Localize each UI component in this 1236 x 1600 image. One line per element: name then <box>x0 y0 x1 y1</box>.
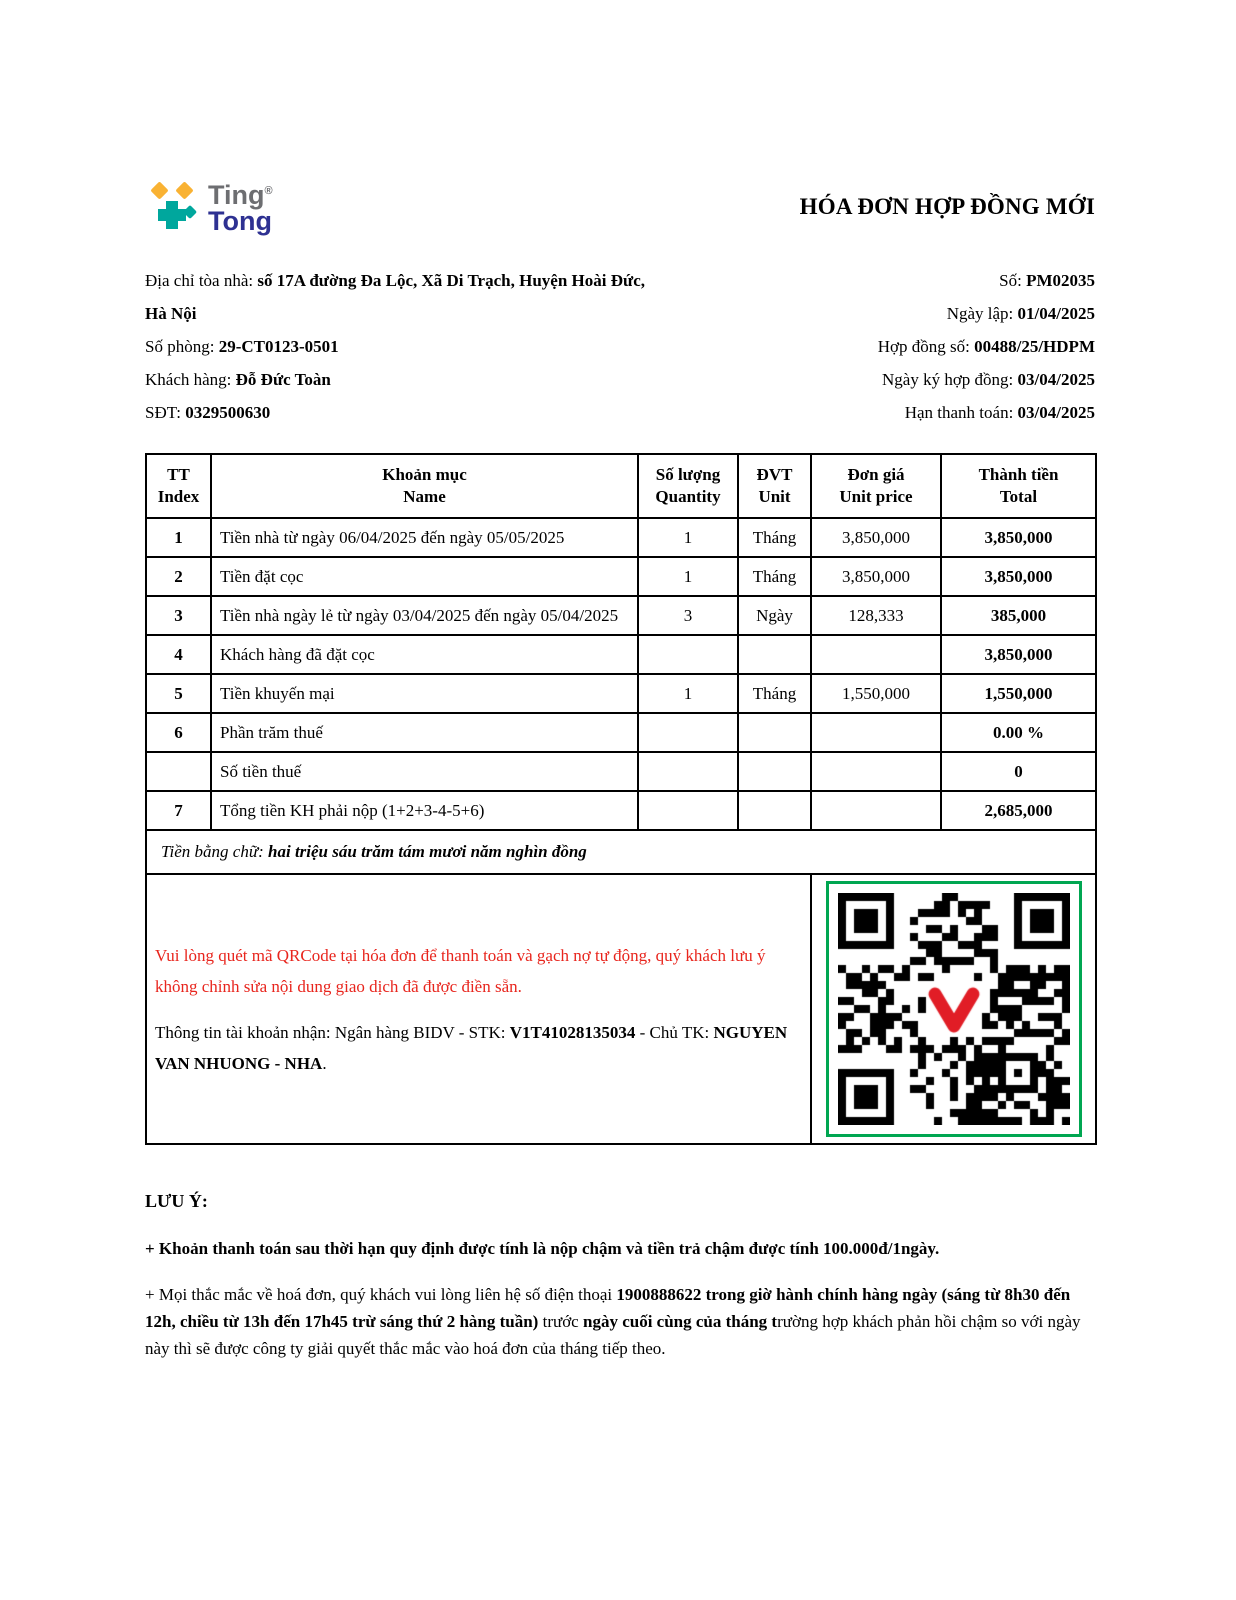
payment-instructions-cell <box>146 874 811 1144</box>
column-header-quantity: Số lượng Quantity <box>638 454 738 518</box>
invoice-number-value: PM02035 <box>1026 271 1095 290</box>
column-header-total: Thành tiền Total <box>941 454 1096 518</box>
room-number-label: Số phòng: <box>145 337 219 356</box>
row-total: 3,850,000 <box>941 557 1096 596</box>
invoice-info <box>145 264 1095 429</box>
contract-sign-date-label: Ngày ký hợp đồng: <box>882 370 1018 389</box>
amount-in-words-cell <box>146 830 1096 874</box>
row-item-name: Tổng tiền KH phải nộp (1+2+3-4-5+6) <box>211 791 638 830</box>
row-unit-price <box>811 635 941 674</box>
customer-name-line <box>145 363 660 396</box>
phone-label: SĐT: <box>145 403 186 422</box>
payment-due-line <box>878 396 1095 429</box>
building-address-value: số 17A đường Đa Lộc, Xã Di Trạch, Huyện Hoài Đức, Hà Nội <box>145 271 645 323</box>
row-index <box>146 752 211 791</box>
row-item-name: Tiền khuyến mại <box>211 674 638 713</box>
amount-in-words-label: Tiền bằng chữ: <box>161 842 269 861</box>
row-unit-price: 3,850,000 <box>811 518 941 557</box>
column-header-index: TT Index <box>146 454 211 518</box>
row-unit: Ngày <box>738 596 811 635</box>
row-unit: Tháng <box>738 557 811 596</box>
hotline-number-and-hours: 1900888622 trong giờ hành chính hàng ngày (sáng từ 8h30 đến 12h, chiều từ 13h đến 17h45 trừ sáng thứ 2 hàng tuần) <box>145 1285 1071 1331</box>
room-number-line <box>145 330 660 363</box>
row-item-name: Tiền nhà từ ngày 06/04/2025 đến ngày 05/05/2025 <box>211 518 638 557</box>
customer-info-block <box>145 264 660 429</box>
hotline-note-part1: + Mọi thắc mắc về hoá đơn, quý khách vui lòng liên hệ số điện thoại <box>145 1285 617 1304</box>
notes-title: LƯU Ý: <box>145 1191 208 1211</box>
late-payment-note: + Khoản thanh toán sau thời hạn quy định được tính là nộp chậm và tiền trả chậm được tính 100.000đ/1ngày. <box>145 1239 940 1258</box>
qr-code-frame <box>826 881 1082 1137</box>
hotline-note <box>145 1281 1095 1362</box>
row-quantity: 1 <box>638 518 738 557</box>
row-item-name: Số tiền thuế <box>211 752 638 791</box>
header <box>145 180 1095 238</box>
bank-account-prefix: Thông tin tài khoản nhận: Ngân hàng BIDV - STK: <box>155 1022 510 1042</box>
room-number-value: 29-CT0123-0501 <box>218 337 339 356</box>
invoice-meta-block <box>878 264 1095 429</box>
customer-name-label: Khách hàng: <box>145 370 236 389</box>
row-quantity: 1 <box>638 557 738 596</box>
hotline-note-part5: rường hợp khách phản hồi chậm so với ngày này thì sẽ được công ty giải quyết thắc mắc vào hoá đơn của tháng tiếp theo. <box>145 1312 1081 1358</box>
column-header-unit: ĐVT Unit <box>738 454 811 518</box>
issue-date-label: Ngày lập: <box>946 304 1018 323</box>
table-row <box>146 635 1096 674</box>
row-total: 3,850,000 <box>941 635 1096 674</box>
row-unit <box>738 713 811 752</box>
row-index: 6 <box>146 713 211 752</box>
account-holder-name: NGUYEN VAN NHUONG - NHA <box>155 1022 788 1073</box>
invoice-number-label: Số: <box>999 271 1027 290</box>
invoice-title: HÓA ĐƠN HỢP ĐỒNG MỚI <box>799 194 1095 219</box>
row-unit-price: 128,333 <box>811 596 941 635</box>
table-row <box>146 557 1096 596</box>
row-unit-price <box>811 713 941 752</box>
row-item-name: Khách hàng đã đặt cọc <box>211 635 638 674</box>
logo-ting-text: Ting <box>208 180 265 211</box>
footer-notes <box>145 1191 1095 1362</box>
row-quantity <box>638 752 738 791</box>
row-unit <box>738 752 811 791</box>
customer-name-value: Đỗ Đức Toàn <box>235 370 331 389</box>
row-unit: Tháng <box>738 674 811 713</box>
contract-sign-date-line <box>878 363 1095 396</box>
row-quantity: 1 <box>638 674 738 713</box>
row-unit-price <box>811 752 941 791</box>
table-row <box>146 674 1096 713</box>
amount-in-words-row <box>146 830 1096 874</box>
row-unit <box>738 635 811 674</box>
column-header-name: Khoản mục Name <box>211 454 638 518</box>
table-header-row <box>146 454 1096 518</box>
phone-value: 0329500630 <box>185 403 271 422</box>
payment-due-value: 03/04/2025 <box>1017 403 1095 422</box>
row-item-name: Tiền nhà ngày lẻ từ ngày 03/04/2025 đến ngày 05/04/2025 <box>211 596 638 635</box>
building-address-line <box>145 264 660 330</box>
hotline-note-part3: trước <box>538 1312 583 1331</box>
contract-number-value: 00488/25/HDPM <box>974 337 1095 356</box>
table-row <box>146 518 1096 557</box>
row-total: 1,550,000 <box>941 674 1096 713</box>
row-index: 1 <box>146 518 211 557</box>
row-total: 0 <box>941 752 1096 791</box>
logo-wordmark <box>208 180 273 236</box>
row-unit-price: 3,850,000 <box>811 557 941 596</box>
bank-account-info <box>155 1017 802 1079</box>
payment-qr-code <box>838 893 1070 1125</box>
row-index: 2 <box>146 557 211 596</box>
row-item-name: Tiền đặt cọc <box>211 557 638 596</box>
table-row <box>146 791 1096 830</box>
phone-line <box>145 396 660 429</box>
account-holder-label: - Chủ TK: <box>635 1022 714 1042</box>
invoice-number-line <box>878 264 1095 297</box>
row-index: 5 <box>146 674 211 713</box>
issue-date-line <box>878 297 1095 330</box>
invoice-items-table <box>145 453 1097 1145</box>
row-total: 2,685,000 <box>941 791 1096 830</box>
contract-number-line <box>878 330 1095 363</box>
row-index: 4 <box>146 635 211 674</box>
qr-payment-warning: Vui lòng quét mã QRCode tại hóa đơn để thanh toán và gạch nợ tự động, quý khách lưu ý không chỉnh sửa nội dung giao dịch đã được điền sẵn. <box>155 945 766 996</box>
table-row <box>146 596 1096 635</box>
row-unit-price: 1,550,000 <box>811 674 941 713</box>
amount-in-words-value: hai triệu sáu trăm tám mươi năm nghìn đồng <box>268 842 587 861</box>
tingtong-logo-icon <box>145 180 199 238</box>
account-sentence-end: . <box>322 1053 327 1073</box>
table-row <box>146 713 1096 752</box>
building-address-label: Địa chỉ tòa nhà: <box>145 271 258 290</box>
row-total: 3,850,000 <box>941 518 1096 557</box>
tingtong-logo <box>145 180 273 238</box>
contract-number-label: Hợp đồng số: <box>877 337 975 356</box>
column-header-unit-price: Đơn giá Unit price <box>811 454 941 518</box>
row-unit-price <box>811 791 941 830</box>
row-unit <box>738 791 811 830</box>
payment-due-label: Hạn thanh toán: <box>904 403 1018 422</box>
row-unit: Tháng <box>738 518 811 557</box>
table-row <box>146 752 1096 791</box>
registered-mark: ® <box>264 185 273 198</box>
bank-account-number: V1T41028135034 <box>509 1022 636 1042</box>
issue-date-value: 01/04/2025 <box>1017 304 1095 323</box>
qr-code-cell <box>811 874 1096 1144</box>
row-quantity <box>638 791 738 830</box>
logo-tong-text: Tong <box>208 206 272 236</box>
payment-qr-row <box>146 874 1096 1144</box>
row-total: 0.00 % <box>941 713 1096 752</box>
hotline-deadline: ngày cuối cùng của tháng t <box>582 1312 778 1331</box>
contract-sign-date-value: 03/04/2025 <box>1017 370 1095 389</box>
row-quantity <box>638 713 738 752</box>
row-total: 385,000 <box>941 596 1096 635</box>
row-item-name: Phần trăm thuế <box>211 713 638 752</box>
row-index: 3 <box>146 596 211 635</box>
row-index: 7 <box>146 791 211 830</box>
row-quantity: 3 <box>638 596 738 635</box>
row-quantity <box>638 635 738 674</box>
